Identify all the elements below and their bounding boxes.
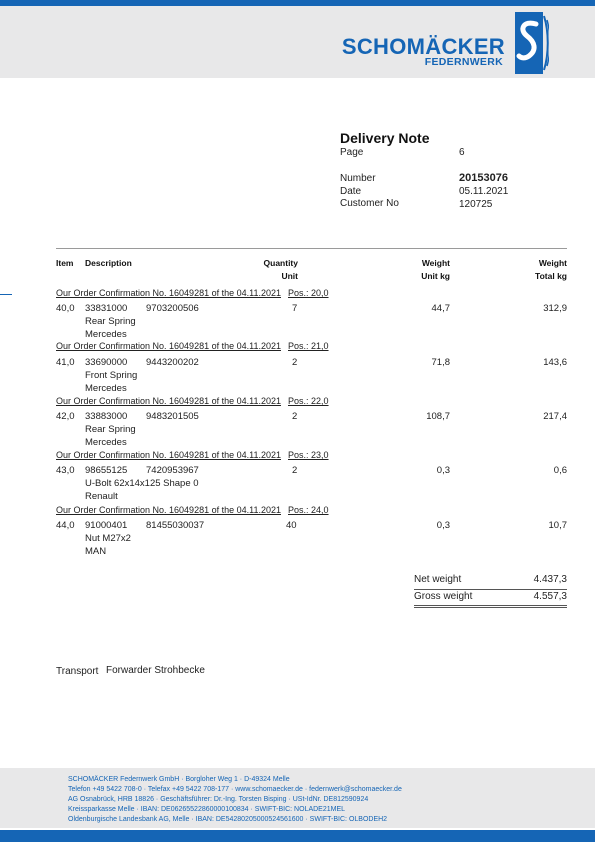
order-reference: Our Order Confirmation No. 16049281 of the 04.11.2021 [56,505,281,515]
page-value: 6 [459,147,465,158]
gross-weight-row [414,591,567,605]
footer-bank-2: Oldenburgische Landesbank AG, Melle · IBAN: DE54280205000524561600 · SWIFT-BIC: OLBODEH2 [68,816,388,823]
customer-label: Customer No [340,198,399,209]
unit-weight: 108,7 [426,411,450,422]
letterhead [0,6,595,78]
manufacturer: Mercedes [85,329,127,340]
delivery-number: 20153076 [459,172,508,184]
manufacturer: Mercedes [85,437,127,448]
spring-s-logo-icon [515,12,549,74]
footer-band [0,768,595,828]
item-number: 44,0 [56,520,75,531]
header-description: Description [85,258,132,268]
transport-value: Forwarder Strohbecke [106,665,205,676]
total-weight: 217,4 [543,411,567,422]
customer-article-number: 7420953967 [146,465,199,476]
footer-bank-1: Kreissparkasse Melle · IBAN: DE06265522860000100834 · SWIFT-BIC: NOLADE21MEL [68,806,346,813]
order-reference: Our Order Confirmation No. 16049281 of the 04.11.2021 [56,341,281,351]
customer-article-number: 81455030037 [146,520,205,531]
footer-address: SCHOMÄCKER Federnwerk GmbH · Borgloher Weg 1 · D-49324 Melle [68,776,290,783]
description-line: Rear Spring [85,424,136,435]
article-number: 91000401 [85,520,128,531]
total-weight: 312,9 [543,303,567,314]
order-position: Pos.: 21,0 [288,341,329,351]
description-line: Nut M27x2 [85,533,131,544]
header-weight-unit: Weight [421,258,450,268]
number-label: Number [340,173,376,184]
unit-weight: 71,8 [431,357,450,368]
net-weight-label: Net weight [414,574,462,585]
customer-article-number: 9443200202 [146,357,199,368]
page-label: Page [340,147,364,158]
bottom-brand-stripe [0,830,595,842]
total-weight: 143,6 [543,357,567,368]
order-position: Pos.: 22,0 [288,396,329,406]
header-item: Item [56,258,74,268]
total-weight: 10,7 [548,520,567,531]
item-number: 41,0 [56,357,75,368]
quantity: 40 [286,520,297,531]
quantity: 2 [292,357,298,368]
order-reference: Our Order Confirmation No. 16049281 of the 04.11.2021 [56,288,281,298]
company-logo [341,12,549,72]
transport-label: Transport [56,666,99,677]
manufacturer: MAN [85,546,107,557]
gross-weight-value: 4.557,3 [533,591,567,602]
totals-double-underline [414,607,567,608]
quantity: 2 [292,411,298,422]
total-weight: 0,6 [553,465,567,476]
order-reference: Our Order Confirmation No. 16049281 of the 04.11.2021 [56,396,281,406]
article-number: 98655125 [85,465,128,476]
totals-divider [414,589,567,590]
date-label: Date [340,186,362,197]
unit-weight: 44,7 [431,303,450,314]
document-title: Delivery Note [340,130,430,146]
fold-mark [0,294,12,295]
header-total-kg: Total kg [535,271,567,281]
net-weight-row [414,574,567,588]
article-number: 33831000 [85,303,128,314]
date-value: 05.11.2021 [459,186,509,197]
unit-weight: 0,3 [436,465,450,476]
item-number: 43,0 [56,465,75,476]
manufacturer: Renault [85,491,118,502]
article-number: 33690000 [85,357,128,368]
quantity: 2 [292,465,298,476]
unit-weight: 0,3 [436,520,450,531]
item-number: 42,0 [56,411,75,422]
header-unit: Unit [281,271,298,281]
item-number: 40,0 [56,303,75,314]
header-weight-total: Weight [538,258,567,268]
customer-article-number: 9483201505 [146,411,199,422]
order-position: Pos.: 23,0 [288,450,329,460]
table-top-rule [56,248,567,249]
order-position: Pos.: 20,0 [288,288,329,298]
header-unit-kg: Unit kg [421,271,450,281]
description-line: Front Spring [85,370,138,381]
footer-registration: AG Osnabrück, HRB 18826 · Geschäftsführer: Dr.-Ing. Torsten Bisping · USt-IdNr. DE812590924 [68,796,369,803]
description-line: Rear Spring [85,316,136,327]
header-quantity: Quantity [263,258,298,268]
logo-wordmark: SCHOMÄCKER [341,34,505,59]
description-line: U-Bolt 62x14x125 Shape 0 [85,478,199,489]
article-number: 33883000 [85,411,128,422]
customer-value: 120725 [459,199,493,210]
order-reference: Our Order Confirmation No. 16049281 of the 04.11.2021 [56,450,281,460]
totals-underline [414,605,567,606]
customer-article-number: 9703200506 [146,303,199,314]
gross-weight-label: Gross weight [414,591,473,602]
net-weight-value: 4.437,3 [533,574,567,585]
order-position: Pos.: 24,0 [288,505,329,515]
logo-subtitle: FEDERNWERK [424,56,503,68]
footer-contact: Telefon +49 5422 708-0 · Telefax +49 5422 708-177 · www.schomaecker.de · federnwerk@schomaecker.de [68,786,402,793]
quantity: 7 [292,303,298,314]
manufacturer: Mercedes [85,383,127,394]
